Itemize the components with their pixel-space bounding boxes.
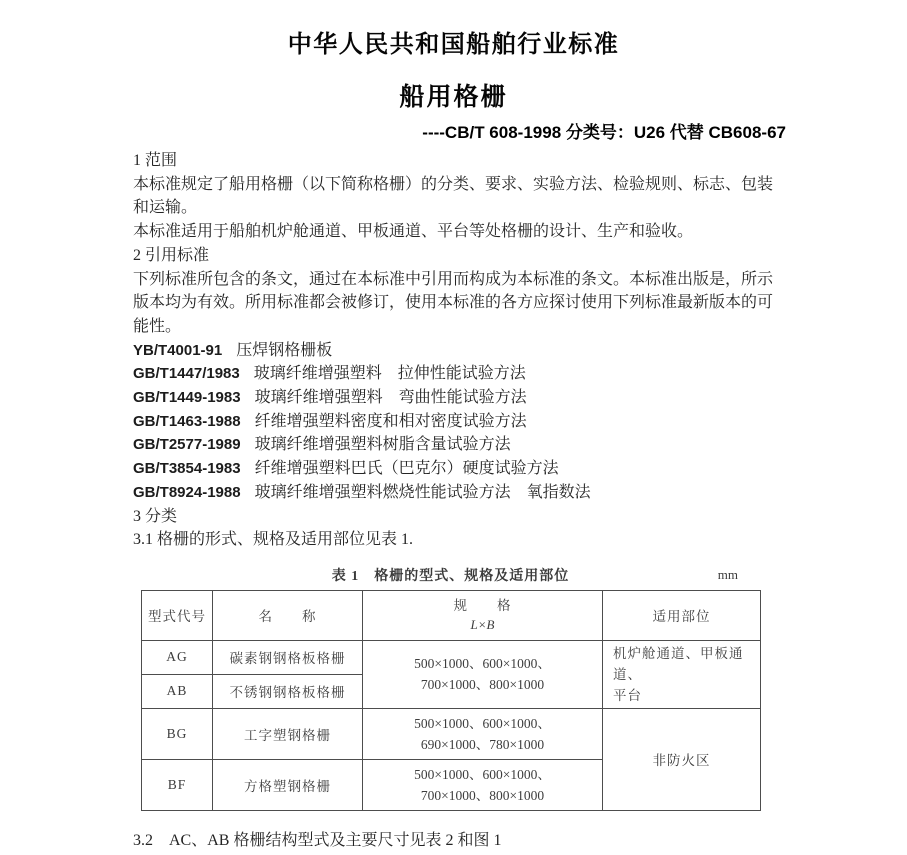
paragraph-line: 本标准适用于船舶机炉舱通道、甲板通道、平台等处格栅的设计、生产和验收。 [133,223,694,241]
header-type-code: 型式代号 [142,590,213,640]
reference-code: GB/T3854-1983 [133,460,241,478]
reference-name: 纤维增强塑料密度和相对密度试验方法 [254,412,527,430]
cell-name: 碳素钢钢格板格栅 [213,640,363,674]
section-3-heading: 3 分类 [133,507,178,525]
section-2-heading: 2 引用标准 [133,246,210,264]
header-application: 适用部位 [603,590,761,640]
cell-spec-bg [363,708,603,759]
header-spec-lxb: L×B [470,617,495,633]
section-1-heading: 1 范围 [133,152,178,169]
paragraph-line: 版本均为有效。所用标准都会被修订，使用本标准的各方应探讨使用下列标准最新版本的可 [133,294,774,312]
spec-line: 500×1000、600×1000、 [414,715,551,731]
reference-item [133,362,795,386]
table-header-row [142,590,761,640]
reference-name: 纤维增强塑料巴氏（巴克尔）硬度试验方法 [254,460,559,478]
reference-item [133,410,795,434]
table-1-block [141,565,760,811]
cell-spec-bf [363,759,603,810]
reference-code: GB/T8924-1988 [133,483,241,501]
clause-3-1: 3.1 格栅的形式、规格及适用部位见表 1. [133,531,414,549]
reference-code: GB/T1463-1988 [133,412,241,430]
cell-name: 不锈钢钢格板格栅 [213,674,363,708]
spec-line: 500×1000、600×1000、 [414,656,551,672]
reference-code: YB/T4001-91 [133,341,223,359]
reference-code: GB/T1449-1983 [133,389,241,407]
cell-spec-ag-ab [363,640,603,708]
spec-line: 500×1000、600×1000、 [414,766,551,782]
table-1 [141,590,761,811]
header-name: 名 称 [213,590,363,640]
header-spec-label: 规 格 [453,598,512,614]
reference-item [133,457,795,481]
reference-name: 玻璃纤维增强塑料 拉伸性能试验方法 [253,365,526,383]
cell-application-ag-ab [603,640,761,708]
table-1-caption-row [141,565,760,585]
cell-type-code: AB [142,674,213,708]
reference-name: 玻璃纤维增强塑料燃烧性能试验方法 氧指数法 [254,483,591,501]
cell-application-bg-bf: 非防火区 [603,708,761,810]
application-line: 平台 [613,687,642,703]
spec-line: 700×1000、800×1000 [420,677,545,693]
paragraph-line: 下列标准所包含的条文，通过在本标准中引用而构成为本标准的条文。本标准出版是，所示 [133,270,774,288]
paragraph-line: 和运输。 [133,199,198,217]
spec-line: 690×1000、780×1000 [420,736,545,752]
table-1-caption: 表 1 格栅的型式、规格及适用部位 [331,568,570,584]
standard-title: 中华人民共和国船舶行业标准 [287,32,620,58]
spec-line: 700×1000、800×1000 [420,787,545,803]
document-subtitle: 船用格栅 [399,84,508,111]
table-row-bg [142,708,761,759]
standard-designation: ----CB/T 608-1998 分类号：U26 代替 CB608-67 [422,123,786,142]
reference-name: 玻璃纤维增强塑料树脂含量试验方法 [254,436,511,454]
cell-name: 工字塑钢格栅 [213,708,363,759]
document-body [133,149,795,552]
reference-name: 压焊钢格栅板 [236,341,333,359]
reference-item [133,433,795,457]
reference-item [133,386,795,410]
clause-3-2: 3.2 AC、AB 格栅结构型式及主要尺寸见表 2 和图 1 [133,831,502,849]
table-1-unit: mm [717,566,738,582]
reference-item [133,339,795,363]
paragraph-line: 本标准规定了船用格栅（以下简称格栅）的分类、要求、实验方法、检验规则、标志、包装 [133,175,774,193]
table-row-ag [142,640,761,674]
cell-type-code: BG [142,708,213,759]
reference-code: GB/T1447/1983 [133,365,240,383]
cell-type-code: BF [142,759,213,810]
cell-name: 方格塑钢格栅 [213,759,363,810]
reference-code: GB/T2577-1989 [133,436,241,454]
paragraph-line: 能性。 [133,317,182,335]
cell-type-code: AG [142,640,213,674]
reference-name: 玻璃纤维增强塑料 弯曲性能试验方法 [254,389,527,407]
header-spec [363,590,603,640]
application-line: 机炉舱通道、甲板通道、 [613,645,744,682]
reference-item [133,481,795,505]
